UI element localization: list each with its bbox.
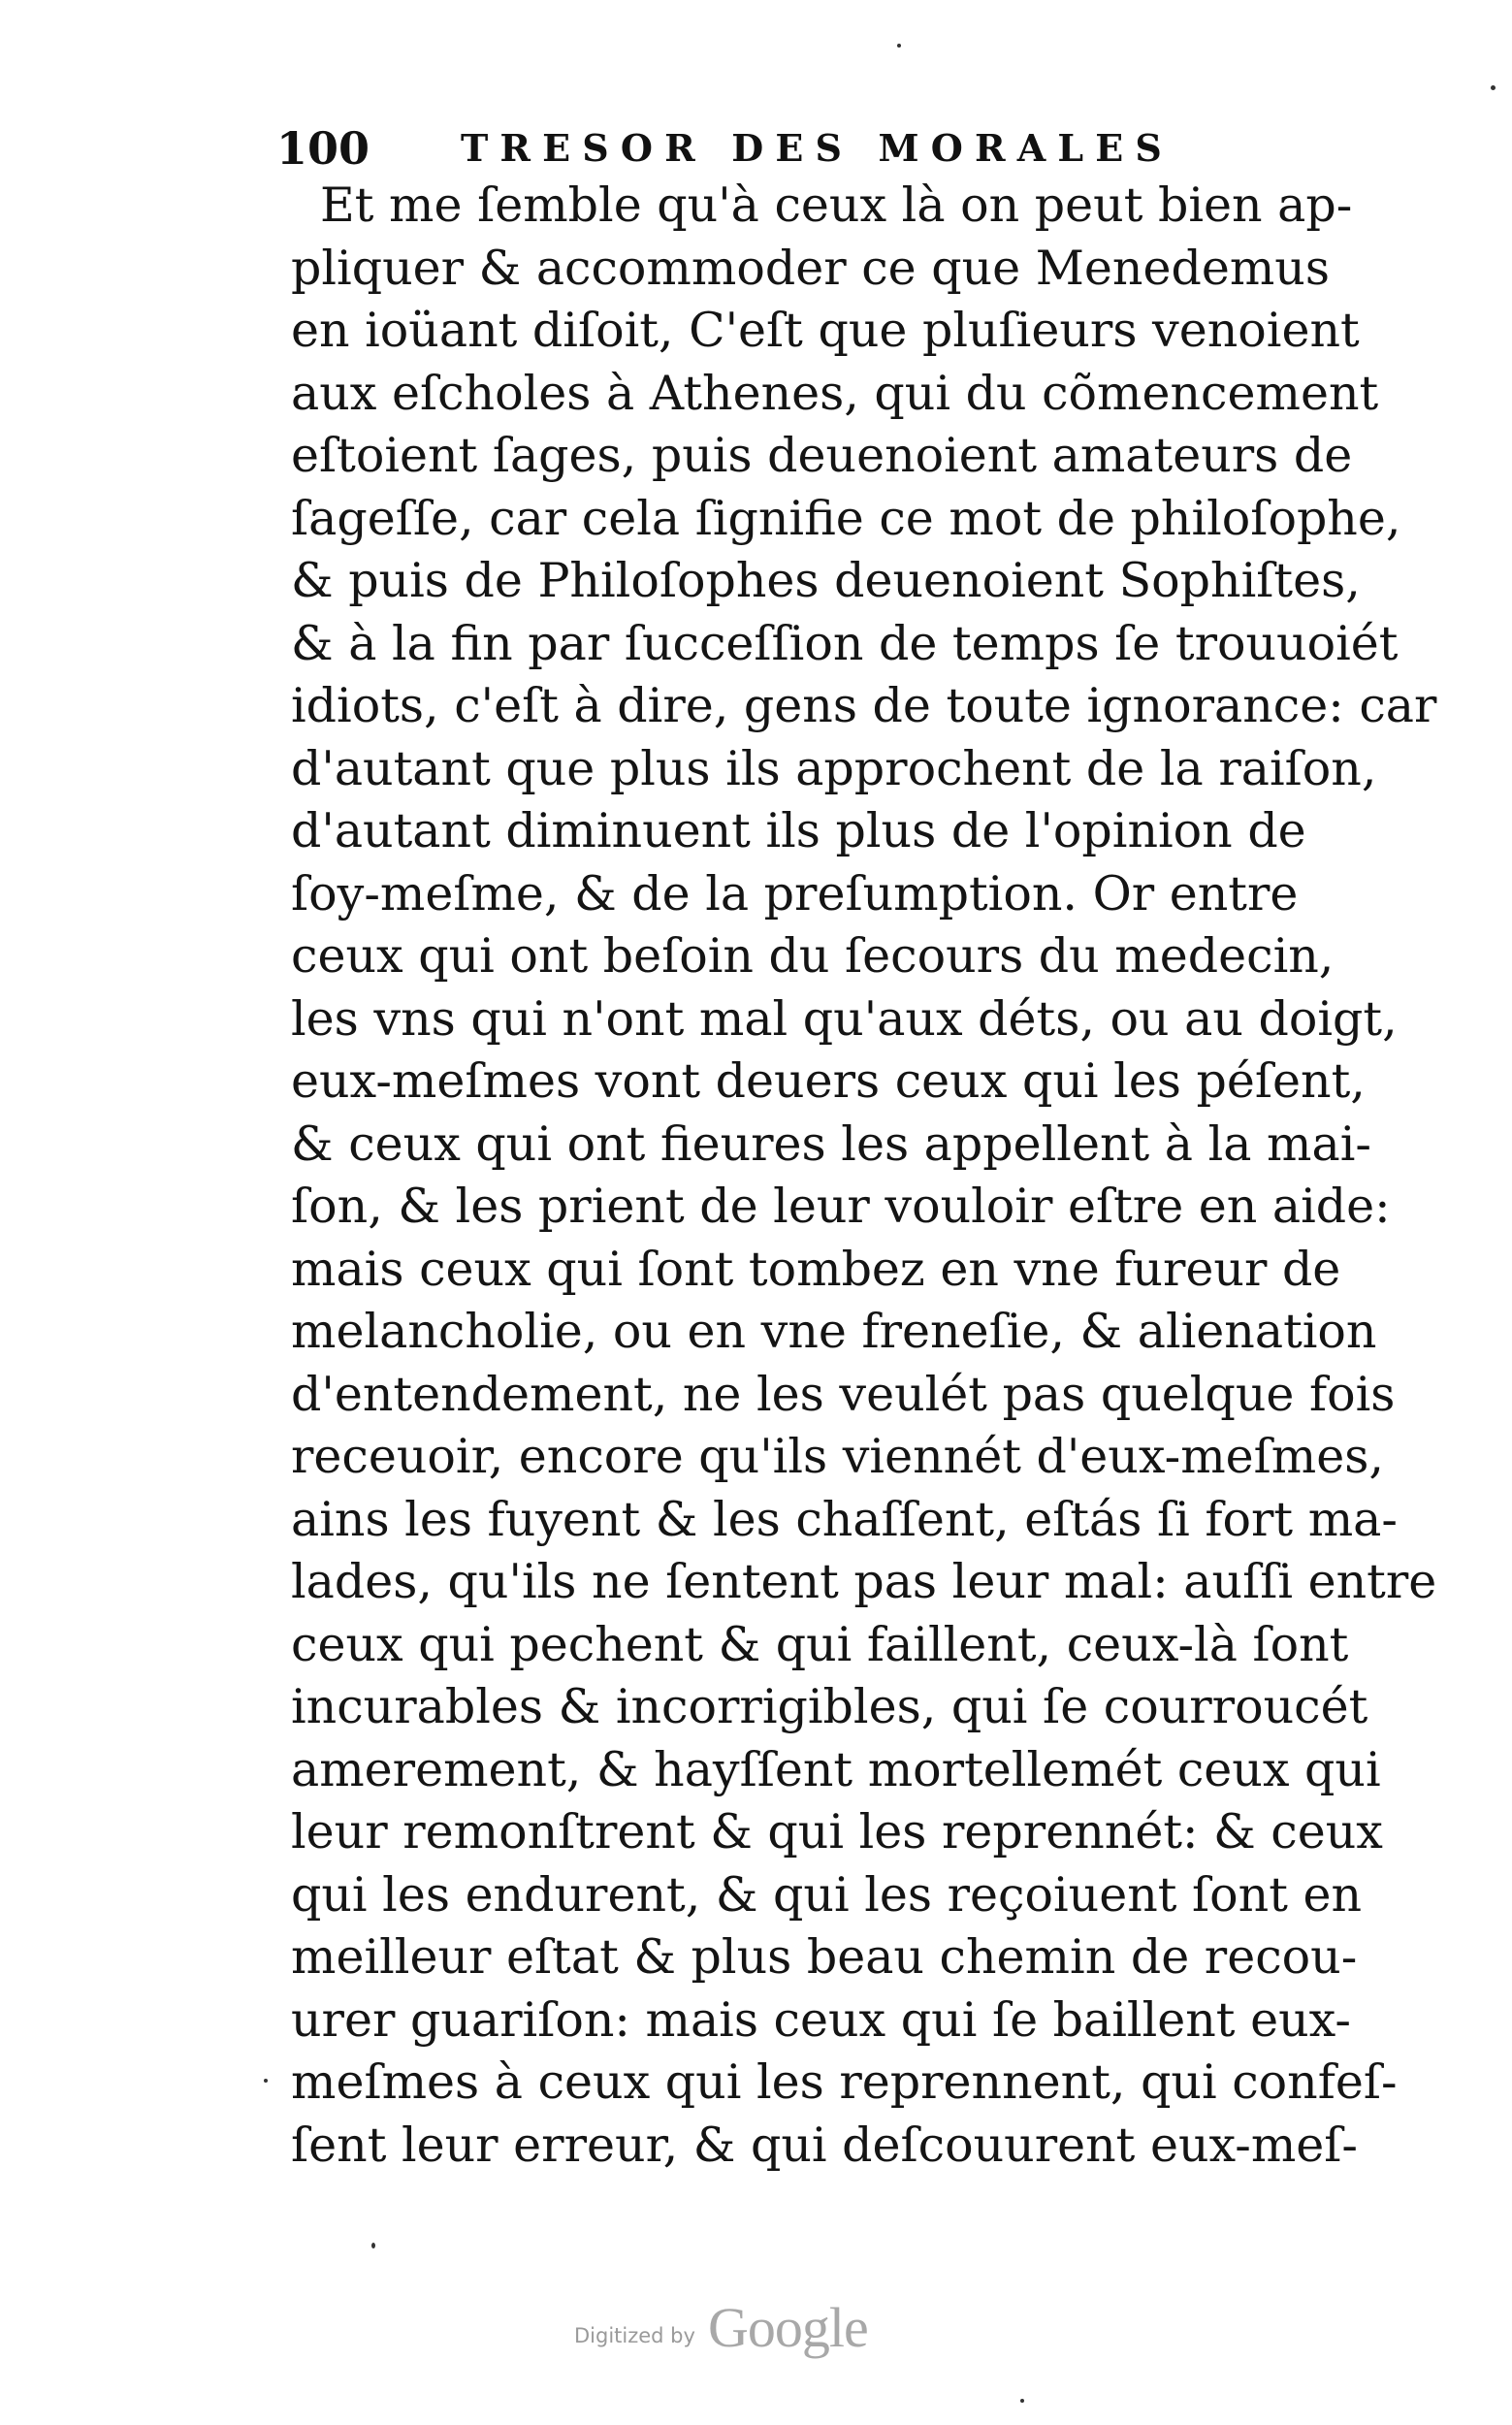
text-line: aux eſcholes à Athenes, qui du cõmencement [291,365,1379,421]
google-logo: Google [708,2296,868,2359]
scan-speck [897,44,901,48]
text-line: pliquer & accommoder ce que Menedemus [291,240,1330,296]
scan-speck [1020,2399,1024,2403]
text-line: ſent leur erreur, & qui deſcouurent eux-meſ- [291,2117,1358,2173]
text-line: mais ceux qui ſont tombez en vne fureur de [291,1241,1341,1297]
text-line: eſtoient ſages, puis deuenoient amateurs de [291,428,1353,483]
scan-speck [1491,85,1496,90]
running-title: TRESOR DES MORALES [461,126,1174,170]
text-line: & puis de Philoſophes deuenoient Sophiſtes, [291,553,1361,608]
text-line: & ceux qui ont fieures les appellent à la mai- [291,1116,1371,1172]
text-line: meilleur eſtat & plus beau chemin de recou- [291,1929,1358,1985]
digitization-watermark [563,2295,950,2363]
text-line: melancholie, ou en vne freneſie, & alienation [291,1304,1377,1359]
text-line: ceux qui ont beſoin du ſecours du medecin, [291,928,1335,984]
text-line: ſoy-meſme, & de la preſumption. Or entre [291,865,1299,922]
text-line: ſageſſe, car cela ſignifie ce mot de philoſophe, [291,490,1401,546]
text-line: incurables & incorrigibles, qui ſe courroucét [291,1679,1368,1734]
text-line: en ioüant diſoit, C'eſt que pluſieurs venoient [291,303,1360,358]
text-line: amerement, & hayſſent mortellemét ceux qui [291,1741,1381,1797]
text-line: d'entendement, ne les veulét pas quelque fois [291,1366,1396,1422]
text-line: qui les endurent, & qui les reçoiuent ſont en [291,1866,1363,1923]
text-line: & à la fin par ſucceſſion de temps ſe trouuoiét [291,615,1399,671]
text-line: ains les fuyent & les chaſſent, eſtás ſi fort ma- [291,1491,1398,1547]
text-line: les vns qui n'ont mal qu'aux déts, ou au doigt, [291,990,1398,1047]
page-number: 100 [276,122,370,175]
text-line: receuoir, encore qu'ils viennét d'eux-meſmes, [291,1429,1384,1484]
text-line: idiots, c'eſt à dire, gens de toute ignorance: car [291,678,1437,733]
scan-speck [371,2243,375,2248]
body-text [291,175,1437,2177]
text-line: meſmes à ceux qui les reprennent, qui confeſ- [291,2054,1398,2110]
text-line: leur remonſtrent & qui les reprennét: & ceux [291,1804,1383,1859]
text-line: d'autant que plus ils approchent de la raiſon, [291,740,1377,796]
text-line: ſon, & les prient de leur vouloir eſtre en aide: [291,1179,1391,1234]
text-line: Et me ſemble qu'à ceux là on peut bien ap- [320,178,1353,233]
page-header [276,114,1246,182]
text-line: ceux qui pechent & qui faillent, ceux-là ſont [291,1616,1349,1672]
text-line: d'autant diminuent ils plus de l'opinion de [291,803,1306,858]
digitized-by-label: Digitized by [574,2324,695,2347]
text-line: lades, qu'ils ne ſentent pas leur mal: auſſi entre [291,1554,1437,1609]
text-line: eux-meſmes vont deuers ceux qui les péſent, [291,1053,1366,1109]
text-line: urer guariſon: mais ceux qui ſe baillent eux- [291,1991,1351,2048]
scan-speck [264,2079,268,2083]
